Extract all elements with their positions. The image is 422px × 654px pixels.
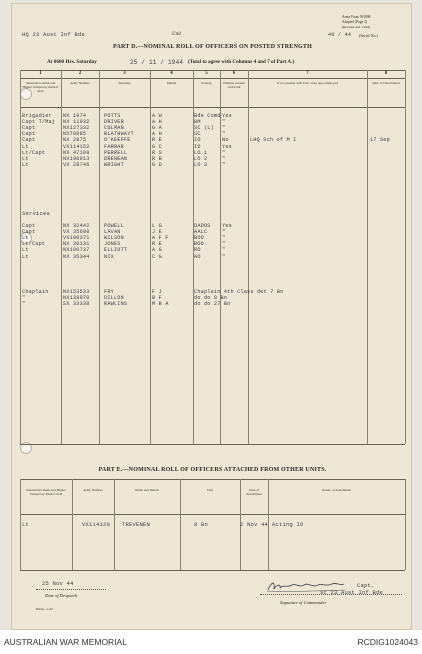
cell-pres: " [222, 247, 226, 254]
roll-date: 25 / 11 / 1944 [130, 59, 184, 66]
cell-nature: Acting IO [272, 521, 304, 528]
cell-post: LO 3 [194, 161, 208, 168]
cell-rank: Lt [22, 247, 29, 254]
cell-date: 17 Sep [370, 137, 390, 144]
serial-value: 40 / 44 [328, 32, 352, 38]
grid-line [61, 70, 62, 444]
cell-surname: ELLIOTT [104, 247, 128, 254]
cell-post: Chaplain 4th Class det 7 Bn [194, 289, 284, 295]
cell-init: R E [152, 241, 162, 248]
cell-surname: DILLON [104, 295, 124, 302]
part-e-title: PART E.—NOMINAL ROLL OF OFFICERS ATTACHED FROM OTHER UNITS. [98, 467, 327, 473]
cell-surname: DRIVER [104, 119, 124, 126]
cell-post: LO 2 [194, 155, 208, 162]
cell-rank: Lt [22, 521, 30, 528]
col-header: Initials [166, 81, 177, 85]
grid-line [72, 479, 73, 570]
cell-rank: Brigadier [22, 113, 52, 119]
services-heading: Services [22, 210, 51, 217]
cell-num: NX139070 [63, 295, 90, 302]
cell-num: VX 35608 [63, 229, 90, 236]
cell-post: BOO [194, 235, 204, 242]
cell-init: B F [152, 295, 162, 302]
col-header: Substantive Rank and Higher Temporary Rank if held [26, 488, 66, 497]
cell-surname: RAWLINS [104, 301, 128, 308]
revised-label: (Revised Aus. 1944) [342, 25, 370, 29]
archive-footer [0, 630, 422, 654]
col-number: 6 [232, 71, 236, 76]
col-header: Whether present with Unit [222, 81, 246, 90]
cell-init: F J [152, 289, 162, 295]
cell-post: BOO [194, 241, 204, 248]
col-number: 7 [306, 71, 309, 76]
cell-post: do do 8 Bn [194, 295, 228, 302]
form-sheet [11, 3, 412, 630]
grid-line [367, 70, 368, 444]
cell-pres: " [222, 125, 226, 132]
sig-unit: sc 23 Aust Inf Bde [320, 589, 384, 596]
at-text: At 0600 Hrs. Saturday [47, 59, 97, 65]
cell-name: TREVENEN [122, 521, 151, 528]
cell-num: VX114120 [82, 521, 111, 528]
cell-init: M B A [152, 301, 169, 308]
cell-rank: Lt [22, 155, 29, 162]
grid-line [150, 70, 151, 444]
cell-init: A H [152, 119, 162, 126]
unit-label: Unit [172, 32, 181, 37]
cell-num: NX 2875 [63, 137, 87, 144]
cell-rank: Lt/Capt [22, 149, 46, 156]
cell-rank: " [22, 301, 26, 308]
cell-num: NX 35344 [63, 253, 90, 260]
cell-date: 2 Nov 44 [240, 521, 269, 528]
cell-surname: FARRAR [104, 143, 124, 150]
cell-rank: Capt [22, 131, 36, 138]
part-d-title: PART D.—NOMINAL ROLL OF OFFICERS ON POSTED STRENGTH [113, 44, 312, 50]
archive-name: AUSTRALIAN WAR MEMORIAL [4, 637, 127, 647]
cell-pres: Yes [222, 143, 232, 150]
cell-post: SC [194, 131, 201, 138]
cell-post: SC (L) [194, 125, 214, 132]
cell-pres: " [222, 241, 226, 248]
cell-post: RO [194, 247, 201, 254]
cell-init: A F F [152, 235, 169, 242]
grid-line [20, 70, 21, 444]
col-header: Army Number [70, 81, 90, 85]
cell-post: LO 1 [194, 149, 208, 156]
cell-num: NX 11032 [63, 119, 90, 126]
cell-rank: Lt [22, 161, 29, 168]
cell-note: LHQ Sch of M I [250, 137, 297, 144]
cell-pres: " [222, 149, 226, 156]
col-header: Name and Initials [134, 488, 160, 492]
cell-surname: O'KEEFFE [104, 137, 131, 144]
grid-line [99, 70, 100, 444]
cell-num: NX 32442 [63, 223, 90, 229]
grid-line [405, 479, 406, 570]
grid-line [180, 479, 181, 570]
adapted-label: Adapted (Page 2) [342, 20, 368, 24]
cell-surname: WRIGHT [104, 161, 124, 168]
cell-pres: " [222, 131, 226, 138]
despatch-label: Date of Despatch [45, 593, 78, 598]
cell-surname: FRY [104, 289, 114, 295]
cell-post: BM [194, 119, 201, 126]
cell-surname: POWELL [104, 223, 124, 229]
cell-num: NX 1974 [63, 113, 87, 119]
col-number: 1 [39, 71, 42, 76]
cell-rank: Lt [22, 253, 29, 260]
grid-line [248, 70, 249, 444]
col-header: Nature of Attachment [321, 488, 352, 492]
cell-pres: " [222, 253, 226, 260]
total-note: (Total to agree with Columns 4 and 7 of Part A.) [188, 59, 295, 65]
cell-pres: " [222, 155, 226, 162]
cell-num: NX127332 [63, 125, 90, 132]
col-number: 3 [123, 71, 126, 76]
cell-num: NX190013 [63, 155, 90, 162]
grid-line [405, 70, 406, 444]
cell-surname: BLATHWAYT [104, 131, 134, 138]
cell-post: IO [194, 143, 201, 150]
grid-line [114, 479, 115, 570]
sig-label: Signature of Commander [280, 600, 327, 605]
cell-post: do do 27 Bn [194, 301, 231, 308]
cell-rank: Capt [22, 229, 36, 236]
grid-line [268, 479, 269, 570]
cell-post: Bde Comd [194, 113, 221, 119]
col-number: 5 [205, 71, 208, 76]
sig-rank: Capt, [357, 582, 375, 589]
grid-line [220, 70, 221, 444]
cell-post: AALC [194, 229, 208, 236]
cell-init: R E [152, 137, 162, 144]
cell-rank: Capt [22, 137, 36, 144]
cell-rank: " [22, 295, 26, 302]
cell-num: VX100371 [63, 235, 90, 242]
cell-init: G D [152, 161, 162, 168]
cell-num: VX 28746 [63, 161, 90, 168]
cell-rank: Capt T/Maj [22, 119, 56, 126]
col-header: Unit [206, 488, 214, 492]
cell-surname: JONES [104, 241, 121, 248]
col-header: Date of Detachment [372, 81, 400, 85]
cell-surname: POTTS [104, 113, 121, 119]
col-number: 4 [170, 71, 173, 76]
cell-num: NX70085 [63, 131, 87, 138]
cell-pres: Yes [222, 223, 232, 229]
col-header: Posting [201, 81, 212, 85]
cell-init: A G [152, 247, 162, 254]
unit-value: HQ 23 Aust Inf Bde [22, 31, 86, 38]
cell-rank: Lt [22, 235, 29, 242]
cell-init: G A [152, 125, 162, 132]
cell-init: G C [152, 143, 162, 150]
cell-init: A W [152, 113, 162, 119]
col-header: Substantive Rank and Higher Temporary Rank if held [22, 81, 59, 94]
col-header: If not present with Unit, state type employed [277, 81, 338, 85]
cell-num: NX 30131 [63, 241, 90, 248]
cell-rank: Capt [22, 223, 36, 229]
col-number: 2 [78, 71, 82, 76]
cell-pres: " [222, 235, 226, 242]
cell-post: DADOS [194, 223, 211, 229]
cell-num: SX 33338 [63, 301, 90, 308]
cell-init: R S [152, 149, 162, 156]
col-number: 8 [384, 71, 388, 76]
col-header: Surname [118, 81, 131, 85]
cell-rank: Chaplain [22, 289, 49, 295]
col-header: Date of Attachment [246, 488, 262, 497]
cell-init: A H [152, 131, 162, 138]
cell-rank: Lt/Capt [22, 241, 46, 248]
cell-init: C G [152, 253, 162, 260]
cell-init: R B [152, 155, 162, 162]
cell-pres: " [222, 161, 226, 168]
printer-label: Printer—1/44 [36, 607, 53, 611]
cell-surname: DREHEAN [104, 155, 128, 162]
cell-unit: 8 Bn [194, 521, 209, 528]
cell-num: NX100737 [63, 247, 90, 254]
despatch-date: 25 Nov 44 [42, 580, 74, 587]
cell-num: NX153533 [63, 289, 90, 295]
serial-label: (Serial No.) [359, 33, 378, 38]
col-header: Army Number [83, 488, 103, 492]
army-form-label: Army Form W3008 [342, 15, 371, 19]
cell-pres: " [222, 119, 226, 126]
cell-num: VX114152 [63, 143, 90, 150]
cell-pres: No [222, 137, 229, 144]
cell-surname: WILSON [104, 235, 124, 242]
cell-post: AO [194, 253, 201, 260]
cell-init: J E [152, 229, 162, 236]
cell-post: IO [194, 137, 201, 144]
cell-num: NX 47108 [63, 149, 90, 156]
cell-surname: PERRELL [104, 149, 128, 156]
cell-rank: Lt [22, 143, 29, 150]
cell-surname: NIX [104, 253, 114, 260]
archive-id: RCDIG1024043 [357, 637, 418, 647]
cell-pres: Yes [222, 113, 232, 119]
cell-pres: " [222, 229, 226, 236]
cell-init: L G [152, 223, 162, 229]
cell-surname: COLMAN [104, 125, 124, 132]
cell-surname: LAVAN [104, 229, 121, 236]
cell-rank: Capt [22, 125, 36, 132]
